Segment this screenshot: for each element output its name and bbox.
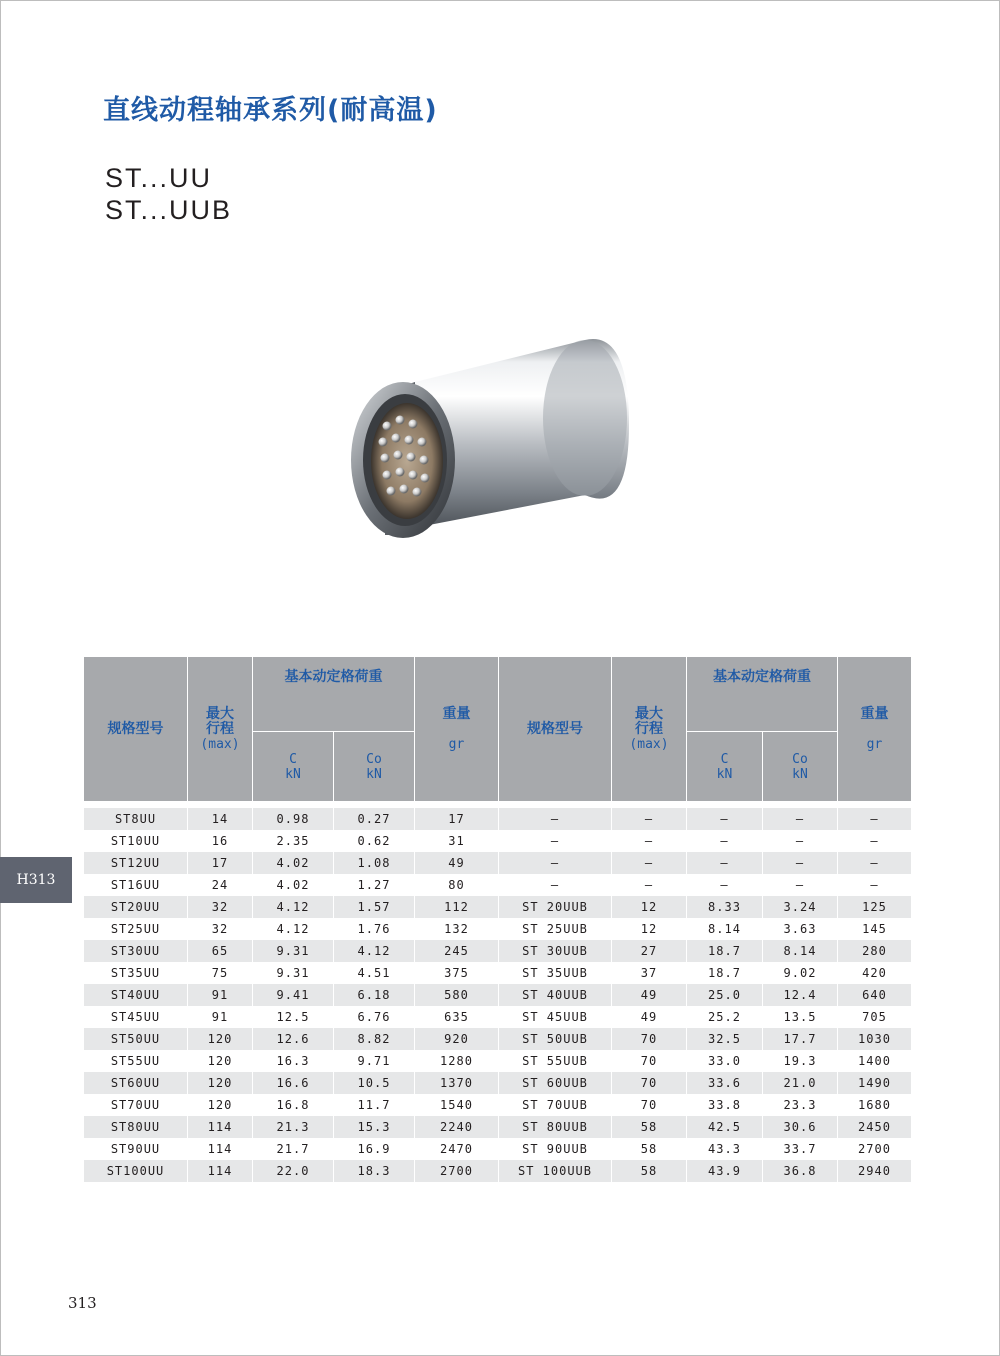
cell-stroke-uu: 114: [188, 1160, 253, 1182]
cell-c-uub: 18.7: [687, 962, 763, 984]
cell-c-uub: 43.3: [687, 1138, 763, 1160]
cell-c-uub: 33.8: [687, 1094, 763, 1116]
cell-co-uu: 1.76: [334, 918, 415, 940]
table-row: [84, 808, 912, 830]
cell-c-uu: 2.35: [253, 830, 334, 852]
cell-co-uub: 9.02: [763, 962, 838, 984]
cell-stroke-uub: 70: [612, 1050, 687, 1072]
cell-co-uub: 3.63: [763, 918, 838, 940]
cell-weight-uub: 145: [838, 918, 912, 940]
cell-weight-uub: 2940: [838, 1160, 912, 1182]
cell-c-uu: 9.41: [253, 984, 334, 1006]
cell-model-uu: ST90UU: [84, 1138, 188, 1160]
cell-model-uu: ST35UU: [84, 962, 188, 984]
cell-weight-uub: 420: [838, 962, 912, 984]
cell-weight-uu: 17: [415, 808, 499, 830]
header-weight-unit: gr: [866, 736, 883, 752]
header-load-rating-left: 基本动定格荷重: [253, 657, 415, 732]
header-c-label: C: [720, 751, 729, 767]
header-weight-right: [838, 657, 912, 802]
cell-co-uu: 16.9: [334, 1138, 415, 1160]
cell-model-uu: ST70UU: [84, 1094, 188, 1116]
header-weight-label: 重量: [860, 705, 889, 722]
table-row: [84, 1138, 912, 1160]
cell-weight-uub: –: [838, 852, 912, 874]
cell-c-uu: 9.31: [253, 940, 334, 962]
cell-c-uub: 25.0: [687, 984, 763, 1006]
cell-c-uub: 8.33: [687, 896, 763, 918]
cell-stroke-uu: 17: [188, 852, 253, 874]
cell-co-uub: 30.6: [763, 1116, 838, 1138]
cell-stroke-uub: 12: [612, 918, 687, 940]
cell-stroke-uub: 58: [612, 1160, 687, 1182]
cell-model-uub: –: [499, 874, 612, 896]
section-side-tab: H313: [0, 857, 72, 903]
cell-co-uu: 11.7: [334, 1094, 415, 1116]
cell-model-uub: ST 40UUB: [499, 984, 612, 1006]
cell-c-uu: 12.6: [253, 1028, 334, 1050]
cell-weight-uub: 1400: [838, 1050, 912, 1072]
header-stroke-left: [188, 657, 253, 802]
cell-co-uu: 1.57: [334, 896, 415, 918]
table-row: [84, 1094, 912, 1116]
cell-co-uub: –: [763, 808, 838, 830]
cell-stroke-uu: 91: [188, 984, 253, 1006]
header-c-left: [253, 732, 334, 802]
cell-co-uub: –: [763, 874, 838, 896]
cell-stroke-uub: 70: [612, 1028, 687, 1050]
cell-co-uu: 0.62: [334, 830, 415, 852]
cell-co-uub: 13.5: [763, 1006, 838, 1028]
header-c-right: [687, 732, 763, 802]
cell-stroke-uu: 91: [188, 1006, 253, 1028]
cell-co-uu: 9.71: [334, 1050, 415, 1072]
cell-weight-uu: 635: [415, 1006, 499, 1028]
cell-model-uu: ST25UU: [84, 918, 188, 940]
cell-c-uub: 25.2: [687, 1006, 763, 1028]
cell-co-uub: 8.14: [763, 940, 838, 962]
cell-model-uu: ST45UU: [84, 1006, 188, 1028]
header-weight-unit: gr: [448, 736, 465, 752]
spec-table: [83, 656, 912, 1182]
spec-table-container: [83, 656, 911, 1182]
cell-model-uub: ST 25UUB: [499, 918, 612, 940]
cell-stroke-uu: 16: [188, 830, 253, 852]
cell-c-uu: 4.12: [253, 896, 334, 918]
cell-model-uu: ST40UU: [84, 984, 188, 1006]
table-row: [84, 1028, 912, 1050]
cell-c-uu: 4.12: [253, 918, 334, 940]
cell-model-uu: ST10UU: [84, 830, 188, 852]
cell-stroke-uu: 32: [188, 918, 253, 940]
cell-stroke-uub: 49: [612, 1006, 687, 1028]
cell-stroke-uu: 114: [188, 1116, 253, 1138]
cell-weight-uu: 2700: [415, 1160, 499, 1182]
cell-weight-uub: 2450: [838, 1116, 912, 1138]
model-series-uub: ST...UUB: [105, 195, 233, 225]
cell-co-uu: 4.51: [334, 962, 415, 984]
cell-co-uub: 33.7: [763, 1138, 838, 1160]
cell-c-uub: 18.7: [687, 940, 763, 962]
cell-weight-uub: 1490: [838, 1072, 912, 1094]
cell-model-uu: ST20UU: [84, 896, 188, 918]
table-row: [84, 852, 912, 874]
cell-stroke-uub: –: [612, 808, 687, 830]
linear-bearing-image: [345, 330, 630, 545]
cell-model-uub: ST 100UUB: [499, 1160, 612, 1182]
header-co-unit: kN: [366, 766, 382, 782]
header-stroke-line1: 最大: [206, 705, 234, 722]
cell-weight-uu: 2470: [415, 1138, 499, 1160]
header-load-rating-right: 基本动定格荷重: [687, 657, 838, 732]
cell-c-uu: 4.02: [253, 852, 334, 874]
cell-stroke-uu: 120: [188, 1028, 253, 1050]
cell-weight-uu: 112: [415, 896, 499, 918]
cell-model-uub: ST 60UUB: [499, 1072, 612, 1094]
cell-co-uu: 1.27: [334, 874, 415, 896]
cell-model-uu: ST12UU: [84, 852, 188, 874]
cell-c-uu: 9.31: [253, 962, 334, 984]
cell-co-uub: 23.3: [763, 1094, 838, 1116]
header-co-left: [334, 732, 415, 802]
cell-weight-uu: 1370: [415, 1072, 499, 1094]
cell-stroke-uub: 49: [612, 984, 687, 1006]
cell-model-uu: ST30UU: [84, 940, 188, 962]
cell-model-uub: –: [499, 830, 612, 852]
cell-co-uu: 10.5: [334, 1072, 415, 1094]
cell-stroke-uub: 70: [612, 1094, 687, 1116]
cell-weight-uu: 580: [415, 984, 499, 1006]
page-number: 313: [68, 1294, 97, 1312]
table-row: [84, 1050, 912, 1072]
cell-weight-uu: 245: [415, 940, 499, 962]
cell-weight-uu: 49: [415, 852, 499, 874]
cell-stroke-uub: 12: [612, 896, 687, 918]
cell-weight-uu: 80: [415, 874, 499, 896]
cell-c-uu: 12.5: [253, 1006, 334, 1028]
page-title: 直线动程轴承系列(耐高温): [103, 95, 438, 126]
cell-c-uu: 4.02: [253, 874, 334, 896]
cell-weight-uub: –: [838, 808, 912, 830]
cell-co-uu: 8.82: [334, 1028, 415, 1050]
cell-stroke-uub: 37: [612, 962, 687, 984]
table-row: [84, 896, 912, 918]
cell-c-uu: 16.6: [253, 1072, 334, 1094]
cell-weight-uu: 920: [415, 1028, 499, 1050]
cell-co-uub: 21.0: [763, 1072, 838, 1094]
cell-model-uu: ST55UU: [84, 1050, 188, 1072]
cell-weight-uub: 2700: [838, 1138, 912, 1160]
cell-weight-uu: 1540: [415, 1094, 499, 1116]
cell-c-uub: 33.0: [687, 1050, 763, 1072]
cell-co-uub: –: [763, 830, 838, 852]
cell-stroke-uub: 58: [612, 1116, 687, 1138]
cell-weight-uub: 1030: [838, 1028, 912, 1050]
table-row: [84, 940, 912, 962]
cell-c-uub: 43.9: [687, 1160, 763, 1182]
cell-stroke-uub: 70: [612, 1072, 687, 1094]
cell-c-uub: –: [687, 852, 763, 874]
cell-co-uu: 18.3: [334, 1160, 415, 1182]
cell-model-uub: ST 45UUB: [499, 1006, 612, 1028]
cell-stroke-uu: 14: [188, 808, 253, 830]
model-series-uu: ST...UU: [105, 163, 213, 193]
cell-co-uub: 19.3: [763, 1050, 838, 1072]
cell-c-uub: 32.5: [687, 1028, 763, 1050]
cell-model-uu: ST8UU: [84, 808, 188, 830]
cell-co-uub: 17.7: [763, 1028, 838, 1050]
cell-stroke-uub: –: [612, 830, 687, 852]
cell-stroke-uu: 120: [188, 1050, 253, 1072]
cell-co-uu: 6.76: [334, 1006, 415, 1028]
header-co-label: Co: [366, 751, 382, 767]
table-row: [84, 1116, 912, 1138]
cell-co-uu: 1.08: [334, 852, 415, 874]
cell-co-uu: 0.27: [334, 808, 415, 830]
table-row: [84, 874, 912, 896]
cell-c-uu: 22.0: [253, 1160, 334, 1182]
cell-model-uub: –: [499, 852, 612, 874]
cell-c-uub: –: [687, 874, 763, 896]
cell-weight-uub: 640: [838, 984, 912, 1006]
cell-stroke-uub: 27: [612, 940, 687, 962]
cell-stroke-uu: 120: [188, 1094, 253, 1116]
cell-weight-uub: –: [838, 874, 912, 896]
cell-co-uu: 4.12: [334, 940, 415, 962]
cell-stroke-uu: 65: [188, 940, 253, 962]
cell-model-uu: ST80UU: [84, 1116, 188, 1138]
table-row: [84, 1160, 912, 1182]
cell-model-uu: ST100UU: [84, 1160, 188, 1182]
cell-c-uub: –: [687, 808, 763, 830]
table-row: [84, 1072, 912, 1094]
header-stroke-unit: (max): [200, 736, 240, 752]
cell-stroke-uub: –: [612, 852, 687, 874]
table-row: [84, 918, 912, 940]
cell-c-uu: 21.7: [253, 1138, 334, 1160]
cell-model-uu: ST50UU: [84, 1028, 188, 1050]
cell-weight-uu: 375: [415, 962, 499, 984]
header-model-left: 规格型号: [84, 657, 188, 802]
header-c-unit: kN: [716, 766, 733, 782]
cell-model-uu: ST60UU: [84, 1072, 188, 1094]
header-weight-label: 重量: [442, 705, 471, 722]
header-stroke-unit: (max): [629, 736, 669, 752]
header-weight-left: [415, 657, 499, 802]
header-stroke-right: [612, 657, 687, 802]
header-co-unit: kN: [792, 766, 808, 782]
cell-model-uub: ST 70UUB: [499, 1094, 612, 1116]
header-co-right: [763, 732, 838, 802]
cell-model-uu: ST16UU: [84, 874, 188, 896]
cell-model-uub: ST 90UUB: [499, 1138, 612, 1160]
header-stroke-line2: 行程: [206, 720, 234, 737]
cell-weight-uu: 132: [415, 918, 499, 940]
header-model-right: 规格型号: [499, 657, 612, 802]
cell-co-uub: –: [763, 852, 838, 874]
cell-co-uub: 3.24: [763, 896, 838, 918]
cell-c-uu: 0.98: [253, 808, 334, 830]
cell-co-uub: 36.8: [763, 1160, 838, 1182]
cell-stroke-uu: 114: [188, 1138, 253, 1160]
cell-c-uub: 42.5: [687, 1116, 763, 1138]
cell-weight-uu: 1280: [415, 1050, 499, 1072]
cell-weight-uub: 280: [838, 940, 912, 962]
header-co-label: Co: [792, 751, 808, 767]
cell-stroke-uub: 58: [612, 1138, 687, 1160]
cell-weight-uu: 31: [415, 830, 499, 852]
cell-c-uub: –: [687, 830, 763, 852]
cell-weight-uub: 125: [838, 896, 912, 918]
cell-stroke-uu: 75: [188, 962, 253, 984]
cell-weight-uub: 705: [838, 1006, 912, 1028]
cell-weight-uu: 2240: [415, 1116, 499, 1138]
cell-c-uu: 16.8: [253, 1094, 334, 1116]
table-row: [84, 984, 912, 1006]
cell-weight-uub: –: [838, 830, 912, 852]
header-stroke-line2: 行程: [635, 720, 663, 737]
cell-model-uub: ST 30UUB: [499, 940, 612, 962]
cell-c-uu: 16.3: [253, 1050, 334, 1072]
header-c-label: C: [289, 751, 297, 767]
cell-stroke-uub: –: [612, 874, 687, 896]
cell-c-uub: 8.14: [687, 918, 763, 940]
cell-model-uub: ST 50UUB: [499, 1028, 612, 1050]
cell-co-uu: 15.3: [334, 1116, 415, 1138]
cell-model-uub: ST 20UUB: [499, 896, 612, 918]
cell-c-uub: 33.6: [687, 1072, 763, 1094]
table-row: [84, 830, 912, 852]
cell-co-uu: 6.18: [334, 984, 415, 1006]
cell-model-uub: ST 55UUB: [499, 1050, 612, 1072]
cell-stroke-uu: 24: [188, 874, 253, 896]
table-row: [84, 962, 912, 984]
header-stroke-line1: 最大: [635, 705, 663, 722]
cell-model-uub: ST 35UUB: [499, 962, 612, 984]
header-c-unit: kN: [285, 766, 301, 782]
cell-model-uub: –: [499, 808, 612, 830]
cell-weight-uub: 1680: [838, 1094, 912, 1116]
cell-stroke-uu: 32: [188, 896, 253, 918]
table-row: [84, 1006, 912, 1028]
cell-co-uub: 12.4: [763, 984, 838, 1006]
cell-model-uub: ST 80UUB: [499, 1116, 612, 1138]
cell-c-uu: 21.3: [253, 1116, 334, 1138]
cell-stroke-uu: 120: [188, 1072, 253, 1094]
